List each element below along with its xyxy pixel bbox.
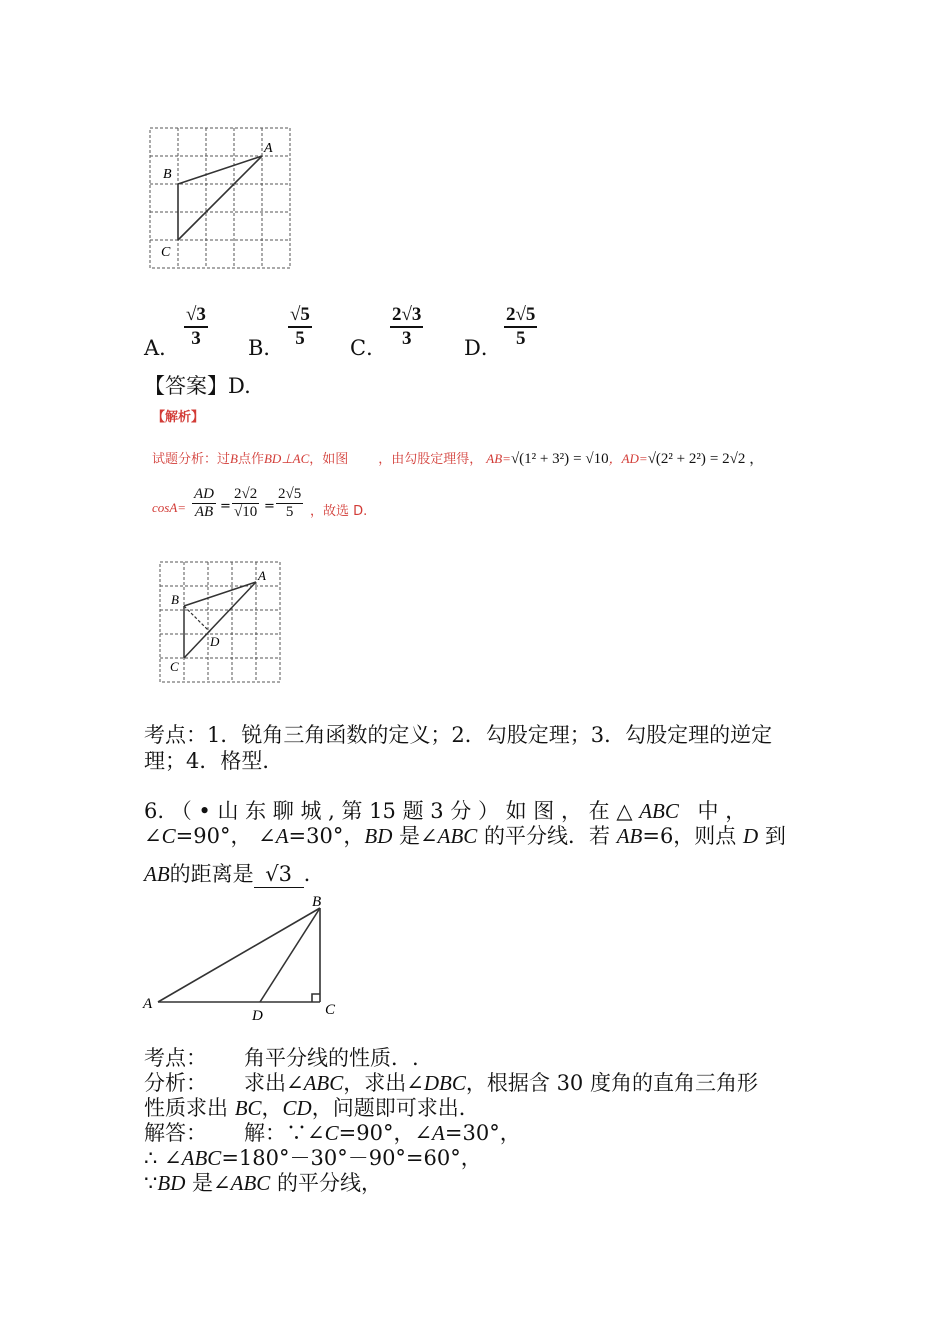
analysis-fraction-1 <box>192 486 216 521</box>
solution-line-3-run-1: BD <box>157 1171 186 1195</box>
solution-line-3-run-3: ABC <box>230 1171 271 1195</box>
fenxi-line-2-run-3: CD <box>282 1096 312 1120</box>
solution-line-2-run-1: ABC <box>181 1146 222 1170</box>
option-b-letter: B． <box>248 336 285 360</box>
q6-line-2-run-7: ABC <box>437 824 478 848</box>
solution-jieda-line-1 <box>244 1120 521 1146</box>
q6-line-2-run-8: 的平分线．若 <box>477 824 617 848</box>
analysis-cos-label: cosA= <box>152 500 187 515</box>
fig3-label-a: A <box>143 996 153 1012</box>
q6-line-1-abc: ABC <box>639 799 679 823</box>
q6-line-3 <box>144 861 310 888</box>
analysis-text-1b: B <box>230 451 238 466</box>
q6-line-2 <box>144 823 786 849</box>
solution-jieda <box>144 1120 824 1146</box>
option-c-fraction <box>390 304 423 350</box>
fenxi-line-1-run-1: ABC <box>303 1071 344 1095</box>
q6-line-2-run-12: 到 <box>758 824 786 848</box>
analysis-text-1d: BD⊥AC <box>263 451 310 466</box>
q6-line-2-run-10: =6，则点 <box>642 824 743 848</box>
analysis-text-1f: ，由勾股定理得， <box>378 452 483 467</box>
option-d-denominator: 5 <box>515 328 526 349</box>
analysis-ad-eq: = 2√2 ， <box>709 451 765 467</box>
solution-fenxi <box>144 1070 824 1096</box>
solution-line-3-run-4: 的平分线， <box>270 1171 383 1195</box>
option-a-fraction <box>184 304 208 350</box>
option-c-letter: C． <box>350 336 388 360</box>
option-c-numerator: 2√3 <box>390 304 423 328</box>
q6-line-1-pre: 6. （ • 山 东 聊 城 , 第 15 题 3 分 ） 如 图 ， 在 △ <box>144 799 633 823</box>
options-row <box>144 304 704 360</box>
figure-grid-triangle <box>148 126 293 272</box>
q6-line-2-run-9: AB <box>616 824 643 848</box>
jieda-line-1-run-0: 解：∵∠ <box>244 1121 325 1145</box>
analysis-ad-expr: √(2² + 2²) <box>647 451 706 467</box>
answer-line <box>144 373 251 399</box>
analysis-text-1e: ，如图 <box>309 452 349 467</box>
solution-line-2 <box>144 1145 482 1171</box>
option-d-numerator: 2√5 <box>504 304 537 328</box>
jieda-line-1-run-4: =30°， <box>444 1121 521 1145</box>
analysis-ad-label: ，AD= <box>608 451 648 466</box>
solution-line-2-run-0: ∴ ∠ <box>144 1146 182 1170</box>
solution-line-3 <box>144 1170 382 1196</box>
jieda-line-1-run-2: =90°，∠ <box>338 1121 433 1145</box>
answer-value: D. <box>228 374 251 398</box>
analysis-line-2: cosA= $\frac{AD}{AB}$ = $\frac{2√2}{√10}$ = $\frac{2√5}{5}$ ，故选 D. <box>152 486 368 520</box>
analysis-text-1c: 点作 <box>237 452 264 467</box>
fig2-label-c: C <box>170 659 179 674</box>
analysis-text-1a: 试题分析：过 <box>152 452 231 467</box>
fig3-label-b: B <box>312 894 322 910</box>
fenxi-line-1-run-4: ，根据含 30 度角的直角三角形 <box>465 1071 758 1095</box>
analysis-ab-label: AB= <box>486 451 511 466</box>
option-c-denominator: 3 <box>401 328 412 349</box>
q6-answer-blank: √3 <box>254 861 304 888</box>
analysis-fraction-2-den: √10 <box>234 504 258 520</box>
solution-fenxi-line-2 <box>144 1095 480 1121</box>
q6-line-2-run-11: D <box>742 824 759 848</box>
solution-line-2-run-2: =180°－30°－90°=60°， <box>221 1146 482 1170</box>
figure-grid-triangle-bd <box>158 560 284 684</box>
analysis-ab-eq: = √10 <box>573 451 609 467</box>
solution-kaodian <box>144 1045 419 1071</box>
fenxi-line-2-run-4: ，问题即可求出． <box>311 1096 480 1120</box>
fig2-label-d: D <box>210 634 220 649</box>
jieda-line-1-run-3: A <box>432 1121 445 1145</box>
fig3-label-c: C <box>325 1002 336 1018</box>
q6-line-2-run-5: BD <box>364 824 393 848</box>
q6-line-2-run-3: A <box>275 824 289 848</box>
fenxi-line-2-run-1: BC <box>234 1096 262 1120</box>
option-a-denominator: 3 <box>191 328 201 349</box>
option-b-numerator: √5 <box>288 304 312 328</box>
q6-line-2-run-4: =30°， <box>288 824 365 848</box>
jieda-line-1-run-1: C <box>324 1121 339 1145</box>
analysis-fraction-3 <box>276 486 303 521</box>
q6-line-1 <box>144 798 746 824</box>
fig1-label-a: A <box>264 141 273 156</box>
option-d-fraction <box>504 304 537 350</box>
q6-line-2-run-0: ∠ <box>144 824 162 848</box>
fig1-label-c: C <box>161 245 171 260</box>
answer-label: 【答案】 <box>144 374 228 398</box>
q6-line-3-text: 的距离是 <box>169 862 254 886</box>
analysis-fraction-2-num: 2√2 <box>234 486 258 502</box>
kaodian-1-line-1: 考点：1．锐角三角函数的定义；2．勾股定理；3．勾股定理的逆定 <box>144 723 773 747</box>
option-a-letter: A． <box>144 336 181 360</box>
option-a-numerator: √3 <box>184 304 208 328</box>
q6-line-2-run-2: =90°， ∠ <box>175 824 276 848</box>
analysis-ab-expr: √(1² + 3²) <box>510 451 570 467</box>
q6-line-3-end: . <box>303 862 311 886</box>
analysis-fraction-1-den: AB <box>194 504 214 520</box>
solution-line-3-run-2: 是∠ <box>185 1171 231 1195</box>
q6-line-2-run-6: 是∠ <box>392 824 438 848</box>
analysis-conclusion: ，故选 D. <box>310 504 368 519</box>
fig2-label-b: B <box>171 592 179 607</box>
solution-kaodian-label: 考点： <box>144 1046 207 1070</box>
fenxi-line-2-run-0: 性质求出 <box>144 1096 235 1120</box>
solution-fenxi-line-1 <box>244 1070 758 1096</box>
analysis-fraction-1-num: AD <box>194 486 214 502</box>
fig2-label-a: A <box>258 568 266 583</box>
analysis-label: 【解析】 <box>152 410 205 425</box>
option-b-denominator: 5 <box>295 328 305 349</box>
q6-line-2-run-1: C <box>161 824 176 848</box>
analysis-fraction-3-num: 2√5 <box>278 486 302 502</box>
kaodian-1-line-2: 理；4．格型． <box>144 749 284 773</box>
fig3-label-d: D <box>252 1008 263 1024</box>
fenxi-line-2-run-2: ， <box>261 1096 283 1120</box>
fenxi-line-1-run-2: ，求出∠ <box>343 1071 424 1095</box>
solution-line-3-run-0: ∵ <box>144 1171 158 1195</box>
q6-line-1-post: 中 ， <box>697 799 747 823</box>
figure-right-triangle <box>140 890 350 1025</box>
fenxi-line-1-run-3: DBC <box>423 1071 466 1095</box>
analysis-fraction-3-den: 5 <box>285 504 294 520</box>
solution-fenxi-label: 分析： <box>144 1071 207 1095</box>
analysis-fraction-2 <box>232 486 259 521</box>
solution-kaodian-text: 角平分线的性质．. <box>244 1046 419 1070</box>
fenxi-line-1-run-0: 求出∠ <box>244 1071 304 1095</box>
option-b-fraction <box>288 304 312 350</box>
solution-jieda-label: 解答： <box>144 1121 207 1145</box>
option-d-letter: D． <box>464 336 502 360</box>
analysis-line-1 <box>152 447 764 468</box>
q6-line-3-ab: AB <box>144 862 170 886</box>
fig1-label-b: B <box>163 167 172 182</box>
